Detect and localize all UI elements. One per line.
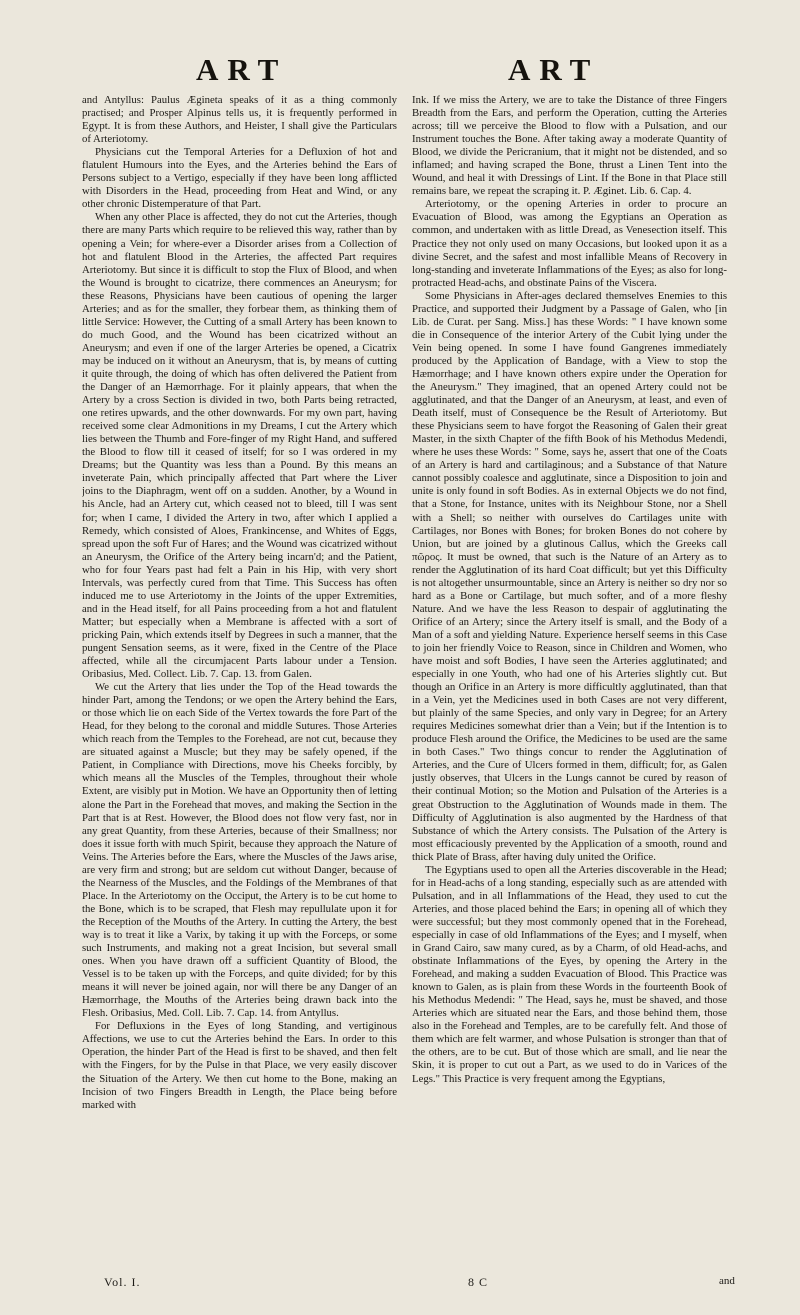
paragraph: When any other Place is affected, they do not cut the Arteries, though there are many Parts which require to be relieved this way, rather than by opening a Vein; for where-ever a Disorder arises from a Collection of hot and flatulent Blood in the Arteries, the affected Part requires Arteriotomy. But since it is difficult to stop the Flux of Blood, and when the Wound is brought to cicatrize, there commences an Aneurysm; for these Reasons, Physicians have been cautious of opening the larger Arteries; and as for the smaller, they forbear them, as thinking them of little Service: However, the Cutting of a small Artery has been known to do much Good, and the Wound has been cicatrized without an Aneurysm; and even if one of the larger Arteries be opened, a Cicatrix may be induced on it without an Aneurysm, that is, by means of cutting it quite through, the doing of which has often delivered the Patient from the Danger of an Hæmorrhage. For it plainly appears, that when the Artery by a cross Section is divided in two, both Parts being retracted, one retires upwards, and the other downwards. For my own part, having received some clear Admonitions in my Dreams, I cut the Artery which lies between the Thumb and Fore-finger of my Right Hand, and suffered the Blood to flow till it ceased of itself; for so I was ordered in my Dreams; but the Quantity was less than a Pound. By this means an inveterate Pain, which principally affected that Part where the Liver joins to the Diaphragm, went off on a sudden. Another, by a Wound in his Ancle, had an Artery cut, which ceased not to bleed, till I was sent for; when I came, I divided the Artery in two, after which I applied a Remedy, which consisted of Aloes, Frankincense, and Whites of Eggs, spread upon the soft Fur of Hares; and the Wound was cicatrized without an Aneurysm, the Orifice of the Artery being incarn'd; and the Patient, who for four Years past had felt a Pain in his Hip, with very short Intervals, was perfectly cured from that Time. This Success has often induced me to use Arteriotomy in the Joints of the upper Extremities, and in the Head itself, for all Pains proceeding from a hot and flatulent Matter; but especially when a Membrane is affected with a sort of pricking Pain, which extends itself by Degrees in such a manner, that the pungent Sensation seems, as it were, fixed in the Centre of the Place affected, while all the circumjacent Parts labour under a Tension. Oribasius, Med. Collect. Lib. 7. Cap. 13. from Galen.: [82, 211, 397, 681]
signature-mark: 8 C: [468, 1275, 489, 1289]
left-column: [82, 94, 397, 1264]
paragraph: The Egyptians used to open all the Arteries discoverable in the Head; for in Head-achs of a long standing, especially such as are attended with Pulsation, and in all Inflammations of the Head, they used to cut the Arteries, and those placed behind the Ears; in opening all of which they were successful; but they most commonly opened that in the Forehead, especially in case of old Inflammations of the Eyes; and I myself, when in Grand Cairo, saw many cured, as by a Charm, of old Head-achs, and obstinate Inflammations of the Eyes, by opening the Artery in the Forehead, and making a sudden Evacuation of Blood. This Practice was known to Galen, as is plain from these Words in the fourteenth Book of his Methodus Medendi: " The Head, says he, must be shaved, and those Arteries which are situated near the Ears, and those behind them, those also in the Forehead and Temples, are to be carefully felt. And those of them which are felt warmer, and whose Pulsation is stronger than that of the others, are to be cut. But of those which are small, and lie near the Skin, it is proper to cut out a Part, as we used to do in Varices of the Legs." This Practice is very frequent among the Egyptians,: [412, 863, 727, 1085]
paragraph: and Antyllus: Paulus Ægineta speaks of it as a thing commonly practised; and Prosper Alpinus tells us, it is frequently performed in Egypt. It is from these Authors, and Heister, I shall give the Particulars of Arteriotomy.: [82, 94, 397, 146]
paragraph: For Defluxions in the Eyes of long Standing, and vertiginous Affections, we use to cut the Arteries behind the Ears. In order to this Operation, the hinder Part of the Head is first to be shaved, and then felt with the Fingers, for by the Pulse in that Place, we very easily discover the Situation of the Artery. We then cut home to the Bone, making an Incision of two Fingers Breadth in Length, the Place being before marked with: [82, 1020, 397, 1111]
paragraph: Ink. If we miss the Artery, we are to take the Distance of three Fingers Breadth from the Ears, and perform the Operation, cutting the Arteries across; till we perceive the Blood to flow with a Pulsation, and our Instrument touches the Bone. After taking away a moderate Quantity of Blood, we divide the Pericranium, that it might not be distended, and so inflamed; and having scraped the Bone, thrust a Linen Tent into the Wound, and heal it with Dressings of Lint. If the Bone in that Place still remains bare, we repeat the scraping it. P. Æginet. Lib. 6. Cap. 4.: [412, 94, 727, 198]
paragraph: Some Physicians in After-ages declared themselves Enemies to this Practice, and supported their Judgment by a Passage of Galen, who [in Lib. de Curat. per Sang. Miss.] has these Words: " I have known some die in Consequence of the interior Artery of the Cubit lying under the Vein being opened. In some I have found Gangrenes immediately produced by the Application of Bandage, with a View to stop the Hæmorrhage; and I have known others expire under the Operation for the Aneurysm." They imagined, that an opened Artery could not be agglutinated, and that the Danger of an Aneurysm, at least, and even of Death itself, must of Consequence be the Result of Arteriotomy. But these Physicians seem to have forgot the Reasoning of Galen their great Master, in the sixth Chapter of the fifth Book of his Methodus Medendi, where he uses these Words: " Some, says he, assert that one of the Coats of an Artery is hard and cartilaginous; and a Substance of that Nature cannot possibly coalesce and agglutinate, since a Disposition to join and unite is only found in soft Bodies. As in external Objects we do not find, that a Stone, for Instance, unites with its Neighbour Stone, nor a Shell with a Shell; so neither with ourselves do Cartilages unite with Cartilages, nor Bones with Bones; for broken Bones do not cohere by Union, but are joined by a glutinous Callus, which the Greeks call πῶρος. It must be owned, that such is the Nature of an Artery as to render the Agglutination of its hard Coat difficult; but yet this Difficulty is not altogether unsurmountable, since an Artery is neither so dry nor so hard as a Bone or Cartilage, but much softer, and of a more fleshy Nature. And we have the less Reason to despair of agglutinating the Orifice of an Artery; since the Artery itself is small, and the Body of a Man of a soft and yielding Nature. Experience herself seems in this Case to join her friendly Voice to Reason, since in Children and Women, who have moist and soft Bodies, I have seen the Arteries agglutinated; and especially in one Youth, who had one of his Arteries slightly cut. But though an Orifice in an Artery is more difficultly agglutinated, than that in a Vein, yet the Medicines used in both Cases are not very different, but plainly of the same Species, and only vary in Degree; for an Artery requires Medicines somewhat drier than a Vein; but if the Intention is to produce Flesh around the Orifice, the Medicines to be used are the same in both Cases." Two things concur to render the Agglutination of Arteries, and the Cure of Ulcers formed in them, difficult; for, as Galen justly observes, that Ulcers in the Lungs cannot be cured by reason of their continual Motion; so the Motion and Pulsation of the Arteries is a great Obstruction to the Agglutination of Wounds made in them. The Difficulty of Agglutination is also augmented by the Hardness of that Substance of which the Artery consists. The Pulsation of the Artery is most efficaciously prevented by the Application of a smooth, round and thick Plate of Brass, after having duly united the Orifice.: [412, 289, 727, 863]
running-head-right: ART: [508, 52, 600, 87]
text-columns: [82, 94, 742, 1264]
running-header: [0, 52, 800, 92]
paragraph: Physicians cut the Temporal Arteries for a Defluxion of hot and flatulent Humours into the Eyes, and the Arteries behind the Ears of Persons subject to a Vertigo, especially if they have been long afflicted with Disorders in the Head, proceeding from Heat and Wind, or any other chronic Distemperature of that Part.: [82, 146, 397, 211]
paragraph: We cut the Artery that lies under the Top of the Head towards the hinder Part, among the Tendons; or we open the Artery behind the Ears, or those which lie on each Side of the Vertex towards the fore Part of the Head, for they belong to the coronal and middle Sutures. Those Arteries which reach from the Temples to the Forehead, are not cut, because they are situated against a Muscle; but they may be safely opened, if the Patient, in Compliance with Directions, move his Cheeks forcibly, by which means all the Muscles of the Temples, throughout their whole Extent, are visibly put in Motion. We have an Opportunity then of letting alone the Part in the Forehead that moves, and making the Section in the Part that is at Rest. However, the Blood does not flow very fast, nor in any great Quantity, from these Arteries, because of their Smallness; nor does it issue forth with much Spirit, because they approach the Nature of Veins. The Arteries before the Ears, where the Muscles of the Jaws arise, are very firm and strong; but are seldom cut without Danger, because of the Nearness of the Muscles, and the Foldings of the Membranes of that Place. In the Arteriotomy on the Occiput, the Artery is to be cut home to the Bone, which is to be scraped, that Flesh may repullulate upon it for the Reception of the Mouths of the Artery. In cutting the Artery, the best way is to treat it like a Varix, by taking it up with the Forceps, or some such Instruments, and making not a great Incision, but several small ones. When you have drawn off a sufficient Quantity of Blood, the Vessel is to be taken up with the Forceps, and quite divided; for by this means it will never be joined again, nor will there be any Danger of an Hæmorrhage, the Mouths of the Arteries being drawn back into the Flesh. Oribasius, Med. Coll. Lib. 7. Cap. 14. from Antyllus.: [82, 681, 397, 1020]
paragraph: Arteriotomy, or the opening Arteries in order to procure an Evacuation of Blood, was among the Egyptians an Operation as common, and undertaken with as little Dread, as Venesection itself. This Practice they not only used on many Occasions, but looked upon it as a divine Secret, and the safest and most infallible Means of Recovery in long-standing and inveterate Inflammations of the Eyes; as also for long-protracted Head-achs, and obstinate Pains of the Viscera.: [412, 198, 727, 289]
catchword: and: [719, 1275, 735, 1287]
volume-label: Vol. I.: [104, 1275, 141, 1289]
page-footer: [0, 1275, 800, 1295]
running-head-left: ART: [196, 52, 288, 87]
right-column: [412, 94, 727, 1264]
